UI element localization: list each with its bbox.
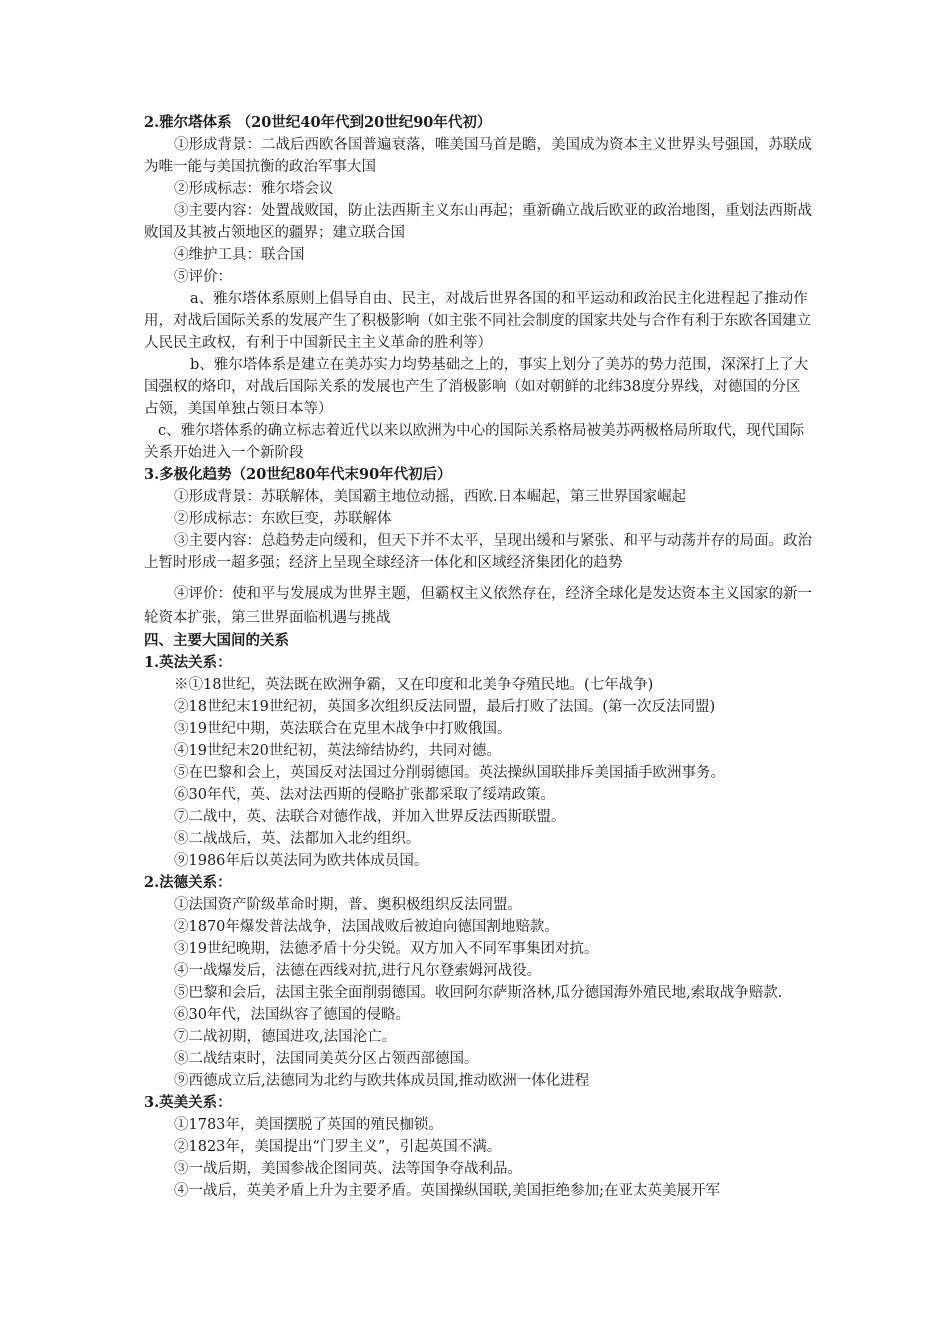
fr-de-heading: 2.法德关系： [144,874,232,891]
list-item: ②1823年，美国提出“门罗主义”，引起英国不满。 [174,1139,502,1155]
list-item: ②18世纪末19世纪初，英国多次组织反法同盟，最后打败了法国。(第一次反法同盟) [174,699,716,715]
yalta-eval-a: a、雅尔塔体系原则上倡导自由、民主，对战后世界各国的和平运动和政治民主化进程起了推动作用，对战后国际关系的发展产生了积极影响（如主张不同社会制度的国家共处与合作有利于东欧各国建立人民民主政权，有利于中国新民主主义革命的胜利等） [144,291,811,351]
section4-heading: 四、主要大国间的关系 [144,632,289,649]
list-item: ④一战后，英美矛盾上升为主要矛盾。英国操纵国联,美国拒绝参加;在亚太英美展开军 [174,1183,720,1199]
list-item: ⑨1986年后以英法同为欧共体成员国。 [174,853,429,869]
list-item: ⑤巴黎和会后，法国主张全面削弱德国。收回阿尔萨斯洛林,瓜分德国海外殖民地,索取战争赔款. [174,985,783,1001]
list-item: ③一战后期，美国参战企图同英、法等国争夺战利品。 [174,1161,522,1177]
list-item: ④一战爆发后，法德在西线对抗,进行凡尔登索姆河战役。 [174,963,542,979]
yalta-eval-b: b、雅尔塔体系是建立在美苏实力均势基础之上的，事实上划分了美苏的势力范围，深深打上了大国强权的烙印，对战后国际关系的发展也产生了消极影响（如对朝鲜的北纬38度分界线，对德国的分区占领，美国单独占领日本等） [144,357,809,417]
list-item: ③19世纪晚期，法德矛盾十分尖锐。双方加入不同军事集团对抗。 [174,941,599,957]
list-item: ①法国资产阶级革命时期，普、奥积极组织反法同盟。 [174,897,522,913]
yalta-background: ①形成背景：二战后西欧各国普遍衰落，唯美国马首是瞻，美国成为资本主义世界头号强国，苏联成为唯一能与美国抗衡的政治军事大国 [144,137,812,175]
uk-us-heading: 3.英美关系： [144,1094,232,1111]
list-item: ⑧二战战后，英、法都加入北约组织。 [174,831,421,847]
yalta-eval-c: c、雅尔塔体系的确立标志着近代以来以欧洲为中心的国际关系格局被美苏两极格局所取代，现代国际关系开始进入一个新阶段 [144,423,805,461]
yalta-heading: 2.雅尔塔体系 （20世纪40年代到20世纪90年代初） [144,114,492,131]
list-item: ⑦二战中，英、法联合对德作战，并加入世界反法西斯联盟。 [174,809,566,825]
yalta-symbol: ②形成标志：雅尔塔会议 [174,181,334,197]
list-item: ⑦二战初期，德国进攻,法国沦亡。 [174,1029,397,1045]
yalta-tool: ④维护工具：联合国 [174,247,305,263]
list-item: ②1870年爆发普法战争，法国战败后被迫向德国割地赔款。 [174,919,559,935]
list-item: ④19世纪末20世纪初，英法缔结协约，共同对德。 [174,743,501,759]
yalta-eval-label: ⑤评价： [174,269,232,285]
multipolar-content: ③主要内容：总趋势走向缓和，但天下并不太平，呈现出缓和与紧张、和平与动荡并存的局面。政治上暂时形成一超多强；经济上呈现全球经济一体化和区域经济集团化的趋势 [144,533,812,571]
list-item: ①1783年，美国摆脱了英国的殖民枷锁。 [174,1117,443,1133]
multipolar-symbol: ②形成标志：东欧巨变，苏联解体 [174,511,392,527]
list-item: ⑥30年代，英、法对法西斯的侵略扩张都采取了绥靖政策。 [174,787,555,803]
list-item: ③19世纪中期，英法联合在克里木战争中打败俄国。 [174,721,512,737]
yalta-content: ③主要内容：处置战败国，防止法西斯主义东山再起；重新确立战后欧亚的政治地图，重划法西斯战败国及其被占领地区的疆界；建立联合国 [144,203,812,241]
list-item: ⑧二战结束时，法国同美英分区占领西部德国。 [174,1051,479,1067]
multipolar-background: ①形成背景：苏联解体，美国霸主地位动摇，西欧.日本崛起，第三世界国家崛起 [174,489,687,505]
list-item: ⑨西德成立后,法德同为北约与欧共体成员国,推动欧洲一体化进程 [174,1073,590,1089]
document-page [144,112,812,1202]
list-item: ⑥30年代，法国纵容了德国的侵略。 [174,1007,410,1023]
multipolar-eval: ④评价：使和平与发展成为世界主题，但霸权主义依然存在，经济全球化是发达资本主义国家的新一轮资本扩张，第三世界面临机遇与挑战 [144,586,812,626]
uk-fr-heading: 1.英法关系： [144,654,232,671]
list-item: ※①18世纪，英法既在欧洲争霸，又在印度和北美争夺殖民地。(七年战争) [174,677,654,693]
list-item: ⑤在巴黎和会上，英国反对法国过分削弱德国。英法操纵国联排斥美国插手欧洲事务。 [174,765,725,781]
multipolar-heading: 3.多极化趋势（20世纪80年代末90年代初后） [144,466,452,483]
